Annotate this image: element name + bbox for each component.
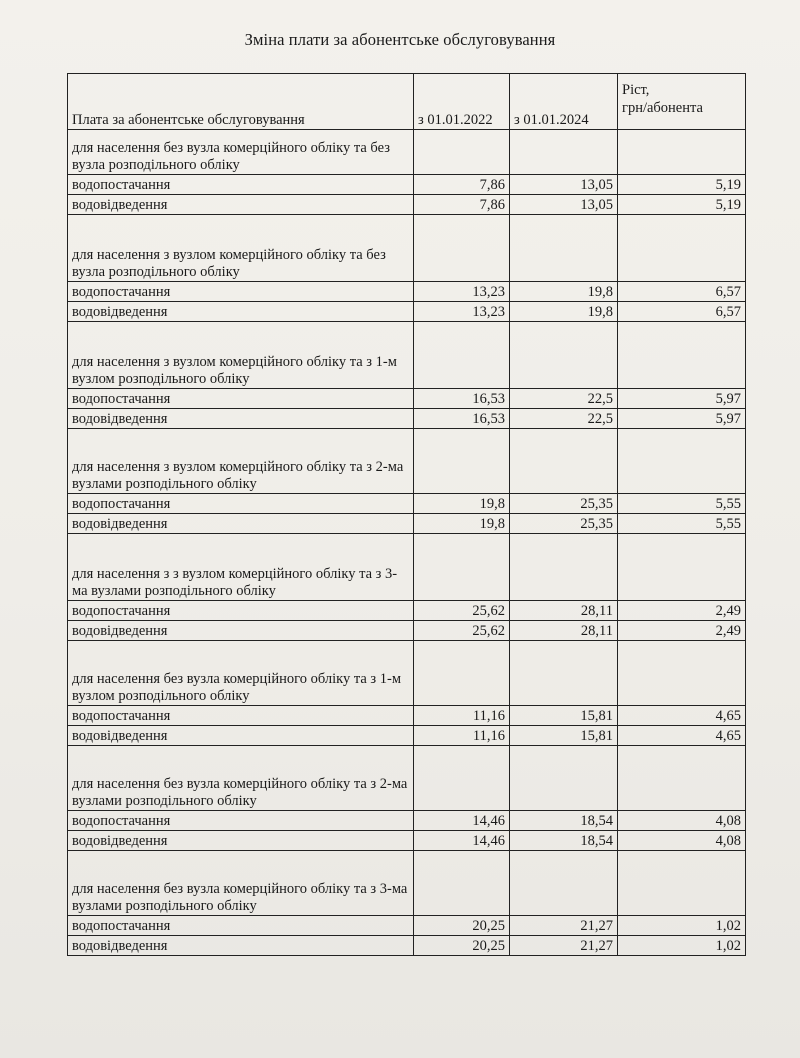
value-growth: 4,65 [618, 706, 746, 726]
table-row [68, 726, 746, 746]
value-growth: 5,97 [618, 389, 746, 409]
empty-cell [618, 429, 746, 494]
table-row [68, 916, 746, 936]
group-title: для населення без вузла комерційного обліку та з 2-ма вузлами розподільного обліку [68, 746, 414, 811]
table-row [68, 409, 746, 429]
empty-cell [510, 429, 618, 494]
empty-cell [414, 641, 510, 706]
empty-cell [414, 322, 510, 389]
service-label: водовідведення [68, 195, 414, 215]
table-row [68, 195, 746, 215]
table-row [68, 621, 746, 641]
service-label: водопостачання [68, 601, 414, 621]
empty-cell [510, 746, 618, 811]
value-growth: 4,65 [618, 726, 746, 746]
empty-cell [510, 215, 618, 282]
group-header-row [68, 215, 746, 282]
group-header-row [68, 851, 746, 916]
value-2024: 21,27 [510, 916, 618, 936]
value-growth: 4,08 [618, 811, 746, 831]
header-service: Плата за абонентське обслуговування [68, 74, 414, 130]
service-label: водопостачання [68, 811, 414, 831]
value-growth: 6,57 [618, 282, 746, 302]
service-label: водопостачання [68, 282, 414, 302]
value-2022: 14,46 [414, 831, 510, 851]
value-2024: 21,27 [510, 936, 618, 956]
service-label: водовідведення [68, 409, 414, 429]
value-2024: 18,54 [510, 831, 618, 851]
value-growth: 5,19 [618, 175, 746, 195]
value-growth: 6,57 [618, 302, 746, 322]
empty-cell [414, 215, 510, 282]
table-row [68, 831, 746, 851]
value-growth: 2,49 [618, 621, 746, 641]
empty-cell [414, 851, 510, 916]
value-2022: 19,8 [414, 514, 510, 534]
value-2022: 7,86 [414, 195, 510, 215]
value-2022: 16,53 [414, 409, 510, 429]
group-header-row [68, 746, 746, 811]
value-2022: 20,25 [414, 916, 510, 936]
value-2024: 28,11 [510, 601, 618, 621]
service-label: водовідведення [68, 302, 414, 322]
empty-cell [618, 215, 746, 282]
group-header-row [68, 322, 746, 389]
value-2024: 18,54 [510, 811, 618, 831]
header-growth [618, 74, 746, 130]
value-2022: 19,8 [414, 494, 510, 514]
value-2022: 11,16 [414, 706, 510, 726]
empty-cell [414, 746, 510, 811]
service-label: водовідведення [68, 831, 414, 851]
group-header-row [68, 534, 746, 601]
empty-cell [510, 641, 618, 706]
value-2024: 13,05 [510, 175, 618, 195]
table-row [68, 936, 746, 956]
value-2022: 7,86 [414, 175, 510, 195]
empty-cell [510, 851, 618, 916]
group-header-row [68, 130, 746, 175]
value-2024: 22,5 [510, 409, 618, 429]
value-growth: 2,49 [618, 601, 746, 621]
empty-cell [618, 851, 746, 916]
header-2022: з 01.01.2022 [414, 74, 510, 130]
table-row [68, 389, 746, 409]
service-label: водопостачання [68, 389, 414, 409]
service-label: водопостачання [68, 916, 414, 936]
header-2024: з 01.01.2024 [510, 74, 618, 130]
value-2022: 25,62 [414, 621, 510, 641]
empty-cell [510, 130, 618, 175]
value-growth: 5,55 [618, 494, 746, 514]
group-header-row [68, 641, 746, 706]
value-2022: 14,46 [414, 811, 510, 831]
empty-cell [414, 130, 510, 175]
value-2024: 15,81 [510, 726, 618, 746]
group-title: для населення з вузлом комерційного обліку та без вузла розподільного обліку [68, 215, 414, 282]
value-2022: 25,62 [414, 601, 510, 621]
empty-cell [618, 746, 746, 811]
value-2024: 25,35 [510, 494, 618, 514]
value-2024: 19,8 [510, 282, 618, 302]
group-title: для населення без вузла комерційного обліку та без вузла розподільного обліку [68, 130, 414, 175]
group-title: для населення без вузла комерційного обліку та з 1-м вузлом розподільного обліку [68, 641, 414, 706]
empty-cell [510, 322, 618, 389]
empty-cell [414, 534, 510, 601]
value-growth: 5,97 [618, 409, 746, 429]
group-title: для населення з вузлом комерційного обліку та з 1-м вузлом розподільного обліку [68, 322, 414, 389]
document-title: Зміна плати за абонентське обслуговування [244, 30, 556, 49]
value-2024: 25,35 [510, 514, 618, 534]
value-2022: 13,23 [414, 302, 510, 322]
value-2024: 28,11 [510, 621, 618, 641]
value-2022: 11,16 [414, 726, 510, 746]
service-label: водовідведення [68, 621, 414, 641]
service-label: водопостачання [68, 494, 414, 514]
empty-cell [618, 534, 746, 601]
value-2022: 20,25 [414, 936, 510, 956]
empty-cell [618, 322, 746, 389]
table-row [68, 302, 746, 322]
table-row [68, 282, 746, 302]
value-2024: 22,5 [510, 389, 618, 409]
group-title: для населення з з вузлом комерційного обліку та з 3-ма вузлами розподільного обліку [68, 534, 414, 601]
value-growth: 1,02 [618, 936, 746, 956]
value-growth: 4,08 [618, 831, 746, 851]
service-label: водопостачання [68, 706, 414, 726]
value-2024: 19,8 [510, 302, 618, 322]
table-row [68, 494, 746, 514]
empty-cell [618, 641, 746, 706]
header-growth-line2: грн/абонента [622, 100, 703, 116]
table-row [68, 811, 746, 831]
service-label: водовідведення [68, 936, 414, 956]
value-2024: 15,81 [510, 706, 618, 726]
table-header-row [68, 74, 746, 130]
service-label: водопостачання [68, 175, 414, 195]
service-label: водовідведення [68, 726, 414, 746]
group-title: для населення з вузлом комерційного обліку та з 2-ма вузлами розподільного обліку [68, 429, 414, 494]
value-growth: 5,55 [618, 514, 746, 534]
table-row [68, 601, 746, 621]
value-2024: 13,05 [510, 195, 618, 215]
value-2022: 16,53 [414, 389, 510, 409]
header-growth-line1: Ріст, [622, 82, 650, 98]
value-growth: 1,02 [618, 916, 746, 936]
group-title: для населення без вузла комерційного обліку та з 3-ма вузлами розподільного обліку [68, 851, 414, 916]
value-2022: 13,23 [414, 282, 510, 302]
table-row [68, 514, 746, 534]
group-header-row [68, 429, 746, 494]
service-label: водовідведення [68, 514, 414, 534]
table-row [68, 706, 746, 726]
empty-cell [510, 534, 618, 601]
empty-cell [414, 429, 510, 494]
tariff-table [67, 73, 746, 956]
table-row [68, 175, 746, 195]
empty-cell [618, 130, 746, 175]
value-growth: 5,19 [618, 195, 746, 215]
